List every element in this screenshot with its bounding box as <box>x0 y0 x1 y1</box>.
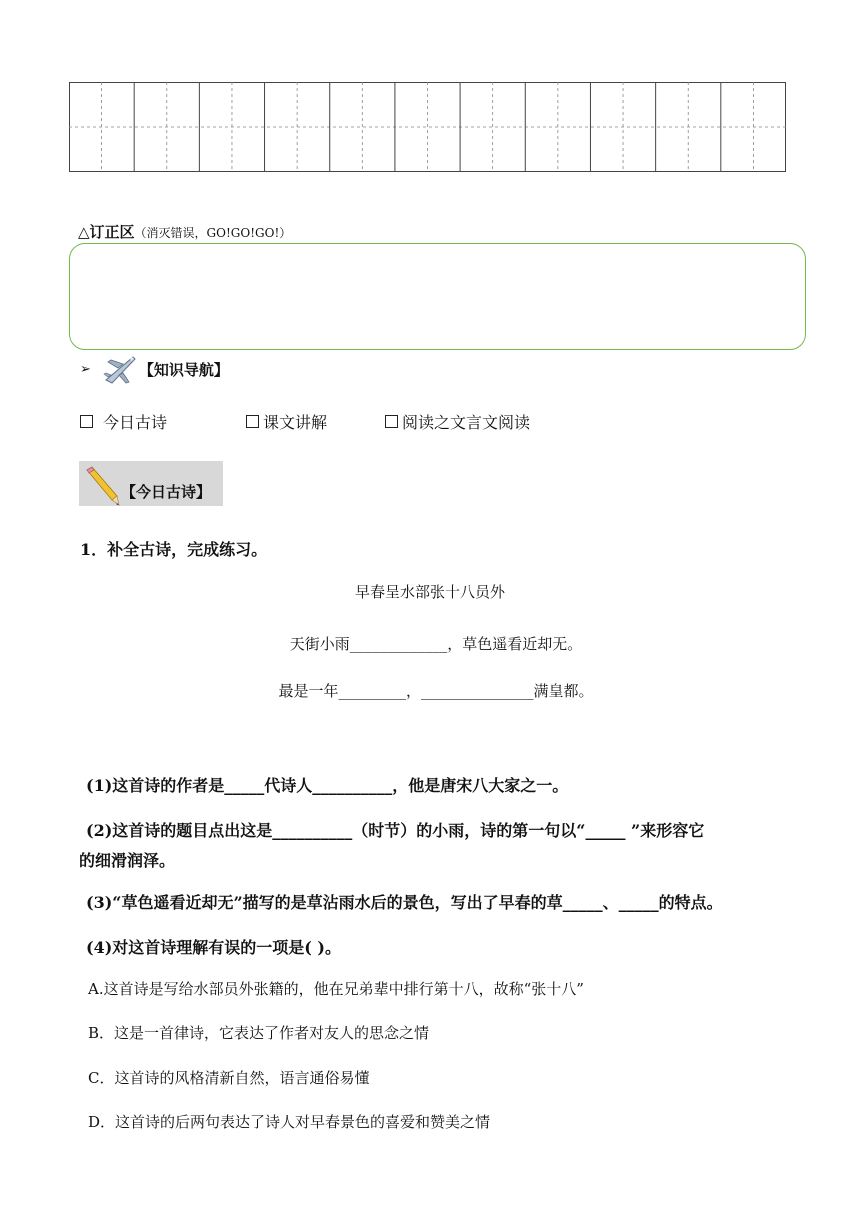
question-1-part-4[interactable]: (4)对这首诗理解有误的一项是( )。 <box>86 938 341 957</box>
question-1-part-2-continued: 的细滑润泽。 <box>79 851 176 870</box>
knowledge-nav-heading <box>80 352 229 386</box>
nav-item-label: 今日古诗 <box>103 413 168 432</box>
question-1-title: 1．补全古诗，完成练习。 <box>80 540 268 559</box>
nav-item-lesson[interactable] <box>246 410 327 433</box>
option-b[interactable]: B．这是一首律诗，它表达了作者对友人的思念之情 <box>88 1024 430 1042</box>
pencil-icon <box>81 466 121 506</box>
correction-title-text: △订正区 <box>78 223 135 241</box>
option-d[interactable]: D．这首诗的后两句表达了诗人对早春景色的喜爱和赞美之情 <box>88 1113 491 1131</box>
option-c[interactable]: C．这首诗的风格清新自然，语言通俗易懂 <box>88 1069 370 1087</box>
option-a[interactable]: A.这首诗是写给水部员外张籍的，他在兄弟辈中排行第十八，故称“张十八” <box>88 980 584 998</box>
writing-grid-lines <box>69 82 786 172</box>
poem-line-2[interactable]: 最是一年_________，_______________满皇都。 <box>278 682 594 700</box>
checkbox-icon[interactable] <box>80 415 93 428</box>
nav-item-poem[interactable] <box>80 410 167 433</box>
writing-grid <box>69 82 786 172</box>
nav-item-label: 阅读之文言文阅读 <box>402 413 531 432</box>
section-badge <box>79 461 223 506</box>
nav-item-label: 课文讲解 <box>263 413 328 432</box>
nav-item-reading[interactable] <box>385 410 530 433</box>
correction-note: （消灭错误，GO!GO!GO!） <box>134 226 292 240</box>
arrow-bullet-icon: ➢ <box>80 361 91 377</box>
checkbox-icon[interactable] <box>246 415 259 428</box>
knowledge-nav-title: 【知识导航】 <box>138 360 229 379</box>
poem-title: 早春呈水部张十八员外 <box>354 583 505 601</box>
correction-title <box>78 221 291 242</box>
correction-box[interactable] <box>69 243 806 350</box>
question-1-part-1[interactable]: (1)这首诗的作者是_____代诗人__________，他是唐宋八大家之一。 <box>86 776 569 795</box>
question-1-part-2[interactable]: (2)这首诗的题目点出这是__________（时节）的小雨，诗的第一句以“_____ ”来形容它 <box>86 821 705 840</box>
airplane-icon <box>103 354 137 384</box>
poem-line-1[interactable]: 天街小雨_____________，草色遥看近却无。 <box>289 635 583 653</box>
checkbox-icon[interactable] <box>385 415 398 428</box>
question-1-part-3[interactable]: (3)“草色遥看近却无”描写的是草沾雨水后的景色，写出了早春的草_____、_____的特点。 <box>86 893 723 912</box>
section-title: 【今日古诗】 <box>121 483 212 501</box>
